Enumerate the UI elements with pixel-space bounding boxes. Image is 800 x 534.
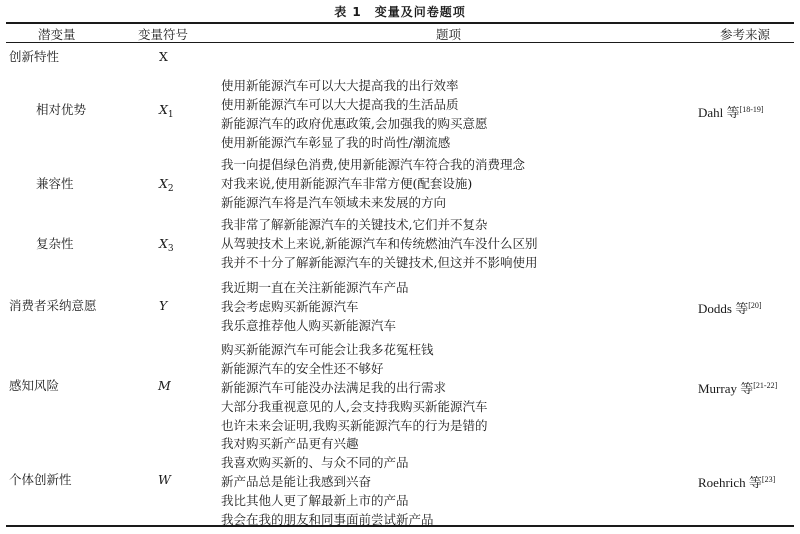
variable-adoption: 消费者采纳意愿 [9, 298, 97, 313]
item-text: 大部分我重视意见的人,会支持我购买新能源汽车 [221, 399, 488, 414]
item-text: 使用新能源汽车可以大大提高我的出行效率 [221, 78, 459, 93]
item-text: 新能源汽车的安全性还不够好 [221, 361, 384, 376]
symbol-advantage: $X_1$ [159, 102, 174, 120]
item-text: 对我来说,使用新能源汽车非常方便(配套设施) [221, 176, 473, 191]
symbol-personal: W [158, 472, 171, 487]
item-text: 我一向提倡绿色消费,使用新能源汽车符合我的消费理念 [221, 157, 525, 172]
header-items: 题项 [436, 27, 462, 42]
item-text: 我会在我的朋友和同事面前尝试新产品 [221, 512, 434, 527]
source-advantage: Dahl 等[18-19] [698, 105, 764, 120]
items-compatibility [221, 155, 525, 212]
symbol-risk: M [158, 378, 171, 393]
item-text: 我比其他人更了解最新上市的产品 [221, 493, 409, 508]
item-text: 使用新能源汽车彰显了我的时尚性/潮流感 [221, 135, 451, 150]
variable-compatibility: 兼容性 [36, 176, 74, 191]
variable-personal: 个体创新性 [9, 472, 72, 487]
source-risk: Murray 等[21-22] [698, 381, 778, 396]
header-source: 参考来源 [720, 27, 771, 42]
header-variable: 潜变量 [38, 27, 76, 42]
item-text: 我非常了解新能源汽车的关键技术,它们并不复杂 [221, 217, 488, 232]
variable-innovation: 创新特性 [9, 49, 60, 64]
item-text: 从驾驶技术上来说,新能源汽车和传统燃油汽车没什么区别 [221, 236, 538, 251]
items-advantage [221, 76, 487, 152]
source-adoption: Dodds 等[20] [698, 301, 762, 316]
symbol-innovation: X [159, 49, 168, 64]
variable-complexity: 复杂性 [36, 236, 74, 251]
items-personal [221, 434, 434, 529]
top-rule [6, 22, 794, 24]
source-personal: Roehrich 等[23] [698, 475, 776, 490]
item-text: 新能源汽车可能没办法满足我的出行需求 [221, 380, 447, 395]
item-text: 新能源汽车将是汽车领域未来发展的方向 [221, 195, 447, 210]
item-text: 我乐意推荐他人购买新能源汽车 [221, 318, 397, 333]
symbol-compatibility: $X_2$ [159, 176, 174, 194]
item-text: 我并不十分了解新能源汽车的关键技术,但这并不影响使用 [221, 255, 538, 270]
symbol-complexity: $X_3$ [159, 236, 174, 254]
variable-risk: 感知风险 [9, 378, 60, 393]
item-text: 新产品总是能让我感到兴奋 [221, 474, 372, 489]
item-text: 也许未来会证明,我购买新能源汽车的行为是错的 [221, 418, 488, 433]
items-adoption [221, 278, 409, 335]
symbol-adoption: Y [159, 298, 168, 313]
item-text: 我对购买新产品更有兴趣 [221, 436, 359, 451]
header-rule [6, 42, 794, 43]
variable-advantage: 相对优势 [36, 102, 87, 117]
item-text: 我喜欢购买新的、与众不同的产品 [221, 455, 409, 470]
items-risk [221, 340, 487, 435]
item-text: 我会考虑购买新能源汽车 [221, 299, 359, 314]
item-text: 购买新能源汽车可能会让我多花冤枉钱 [221, 342, 434, 357]
header-symbol: 变量符号 [138, 27, 189, 42]
item-text: 新能源汽车的政府优惠政策,会加强我的购买意愿 [221, 116, 488, 131]
items-complexity [221, 215, 537, 272]
item-text: 使用新能源汽车可以大大提高我的生活品质 [221, 97, 459, 112]
item-text: 我近期一直在关注新能源汽车产品 [221, 280, 409, 295]
table-caption: 表 1 变量及问卷题项 [334, 5, 466, 19]
